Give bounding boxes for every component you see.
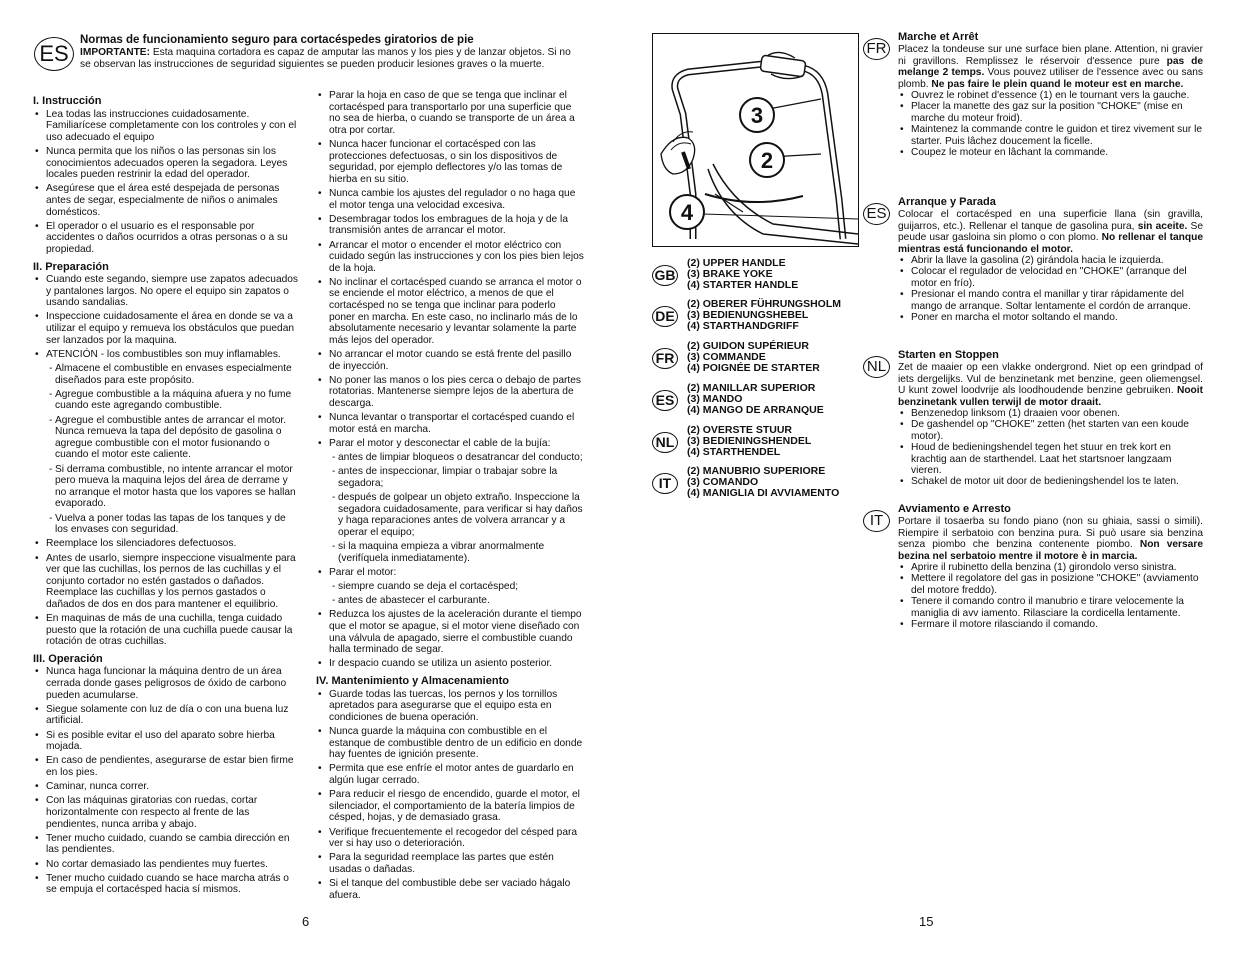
section-body — [898, 197, 1203, 323]
sub-item: - si la maquina empieza a vibrar anormalmente (verifíquela inmediatamente). — [316, 541, 584, 564]
list-item: • Cuando este segando, siempre use zapatos adecuados y pantalones largos. No opere el equipo sin zapatos o usando sandalias. — [33, 274, 301, 309]
intro-text: Zet de maaier op een vlakke ondergrond. Niet op een grindpad of iets dergelijks. Vul de benzinetank met benzine, geen oliemengsel. U kunt zowel loodvrije als loodhoudende benzine gebruiken. — [898, 362, 1203, 397]
legend-line: (3) MANDO — [687, 393, 743, 406]
language-badge-fr: FR — [652, 348, 678, 369]
intro-bold: sin aceite. — [1137, 220, 1188, 232]
step-item: • Poner en marcha el motor soltando el mando. — [898, 312, 1203, 323]
step-item: • Coupez le moteur en lâchant la commande. — [898, 147, 1203, 158]
sub-item: - Agregue combustible a la máquina afuera y no fume cuando este agregando combustible. — [33, 389, 301, 412]
legend-line: (4) STARTER HANDLE — [687, 279, 799, 292]
list-item: • Nunca guarde la máquina con combustible en el estanque de combustible dentro de un edificio en donde hay fuentes de ignición presente. — [316, 726, 584, 761]
list-item: • El operador o el usuario es el responsable por accidentes o daños ocurridos a otras personas o a su propiedad. — [33, 221, 301, 256]
intro-text: Esta maquina cortadora es capaz de amputar las manos y los pies y de lanzar objetos. Si no se observan las instrucciones de seguridad siguientes se pueden producir lesiones graves o la muerte. — [80, 47, 571, 70]
sub-item: - Vuelva a poner todas las tapas de los tanques y de los envases con seguridad. — [33, 513, 301, 536]
step-item: • Presionar el mando contra el manillar y tirar rápidamente del mango de arranque. Soltar lentamente el cordón de arranque. — [898, 289, 1203, 312]
step-list — [898, 408, 1203, 488]
intro-bold: IMPORTANTE: — [80, 47, 150, 58]
left-column-1 — [33, 90, 301, 898]
section-it — [863, 504, 1203, 630]
legend-line: (3) COMANDO — [687, 476, 759, 489]
bullet-list — [33, 109, 301, 256]
list-item: • Caminar, nunca correr. — [33, 781, 301, 793]
list-item: • No cortar demasiado las pendientes muy fuertes. — [33, 859, 301, 871]
legend-line: (4) STARTHENDEL — [687, 446, 781, 459]
list-item: • Con las máquinas giratorias con ruedas, cortar horizontalmente con respecto al frente de las pendientes, nunca arriba y abajo. — [33, 795, 301, 830]
list-item: • Si es posible evitar el uso del aparato sobre hierba mojada. — [33, 730, 301, 753]
list-item: • Tener mucho cuidado, cuando se cambia dirección en las pendientes. — [33, 833, 301, 856]
list-item: • Verifique frecuentemente el recogedor del césped para ver si hay uso o deterioración. — [316, 827, 584, 850]
callout-2: 2 — [749, 142, 785, 178]
section-fr — [863, 32, 1203, 158]
legend-line: (3) BEDIENUNGSHEBEL — [687, 309, 809, 322]
intro-text: Placez la tondeuse sur une surface bien plane. Attention, ni gravier ni gravillons. Remplissez le réservoir d'essence pure — [898, 44, 1203, 67]
legend-line: (2) OVERSTE STUUR — [687, 424, 793, 436]
list-item: • Si el tanque del combustible debe ser vaciado hágalo afuera. — [316, 878, 584, 901]
list-item: • Nunca cambie los ajustes del regulador o no haga que el motor tenga una velocidad excesiva. — [316, 188, 584, 211]
sub-item: - siempre cuando se deja el cortacésped; — [316, 581, 584, 593]
step-item: • Placer la manette des gaz sur la position "CHOKE" (mise en marche du moteur froid). — [898, 101, 1203, 124]
list-item: • Parar la hoja en caso de que se tenga que inclinar el cortacésped para transportarlo por una superficie que no sea de hierba, o cuando se transporte de un área a otra por cortar. — [316, 90, 584, 136]
section-es — [863, 197, 1203, 323]
intro-bold-2: No rellenar el tanque mientras está funcionando el motor. — [898, 232, 1203, 255]
legend-lines — [687, 383, 824, 417]
list-item: • Tener mucho cuidado cuando se hace marcha atrás o se empuja el cortacésped hacia sí mismos. — [33, 873, 301, 896]
list-item: • Parar el motor: — [316, 567, 584, 579]
legend-line: (2) UPPER HANDLE — [687, 257, 786, 269]
legend-line: (4) MANIGLIA DI AVVIAMENTO — [687, 487, 840, 500]
language-badge-es: ES — [863, 203, 890, 225]
list-item: • Permita que ese enfríe el motor antes de guardarlo en algún lugar cerrado. — [316, 763, 584, 786]
list-item: • Para reducir el riesgo de encendido, guarde el motor, el silenciador, el comportamiento de la batería limpios de césped, hojas, y de demasiado grasa. — [316, 789, 584, 824]
intro-bold-2: Ne pas faire le plein quand le moteur est en marche. — [931, 78, 1184, 90]
list-item: • Nunca permita que los niños o las personas sin los conocimientos adecuados operen la segadora. Leyes locales pueden restrinir la edad del operador. — [33, 146, 301, 181]
language-badge-nl: NL — [652, 432, 678, 453]
section-title: Arranque y Parada — [898, 196, 996, 208]
sub-item: - antes de limpiar bloqueos o desatrancar del conducto; — [316, 452, 584, 464]
intro-bold: pas de melange 2 temps. — [898, 55, 1203, 79]
list-item: • No arrancar el motor cuando se está frente del pasillo de inyección. — [316, 349, 584, 372]
list-item: • Reemplace los silenciadores defectuosos. — [33, 538, 301, 550]
list-item: • En caso de pendientes, asegurarse de estar bien firme en los pies. — [33, 755, 301, 778]
step-item: • Houd de bedieningshendel tegen het stuur en trek kort en krachtig aan de starthendel. Laat het startsnoer langzaam vieren. — [898, 442, 1203, 476]
section-intro — [898, 44, 1203, 90]
left-column-2 — [316, 90, 584, 904]
sub-item: - antes de abastecer el carburante. — [316, 595, 584, 607]
legend-line: (3) BEDIENINGSHENDEL — [687, 435, 812, 448]
section-title: Starten en Stoppen — [898, 349, 999, 361]
legend-lines — [687, 466, 839, 500]
language-badge-it: IT — [863, 510, 890, 532]
language-badge-it: IT — [652, 473, 678, 494]
section-heading: II. Preparación — [33, 260, 109, 273]
intro-text: Colocar el cortacésped en una superficie llana (sin gravilla, guijarros, etc.). Rellenar el tanque de gasolina pura, — [898, 209, 1203, 232]
section-intro — [898, 516, 1203, 562]
language-badge-es: ES — [652, 390, 678, 411]
step-item: • De gashendel op "CHOKE" zetten (het starten van een koude motor). — [898, 419, 1203, 442]
handle-figure — [652, 33, 859, 247]
list-item: • No poner las manos o los pies cerca o debajo de partes rotatorias. Mantenerse siempre lejos de la abertura de descarga. — [316, 375, 584, 410]
bullet-list — [316, 689, 584, 902]
language-badge-de: DE — [652, 306, 678, 327]
intro-text-2: Se peude usar gasloina sin plomo o con plomo. — [898, 220, 1203, 244]
intro-bold: Non versare bezina nel serbatoio mentre il motore è in marcia. — [898, 539, 1203, 562]
list-item: • ATENCIÓN - los combustibles son muy inflamables. — [33, 349, 301, 361]
section-intro — [898, 362, 1203, 408]
list-item: • Antes de usarlo, siempre inspeccione visualmente para ver que las cuchillas, los pernos de las cuchillas y el conjunto cortador no estén gastados o dañados. Reemplace las cuchillas y los pernos gastados o dañados de dos en dos para mantener el equilibrio. — [33, 553, 301, 611]
section-nl — [863, 350, 1203, 488]
language-badge-gb: GB — [652, 265, 678, 286]
sub-item: - Si derrama combustible, no intente arrancar el motor pero mueva la maquina lejos del área de derrame y no arranque el motor hasta que los vapores se hallan evaporado. — [33, 464, 301, 510]
list-item: • Nunca haga funcionar la máquina dentro de un área cerrada donde gases peligrosos de óxido de carbono pueden acumularse. — [33, 666, 301, 701]
list-item: • Desembragar todos los embragues de la hoja y de la transmisión antes de arrancar el motor. — [316, 214, 584, 237]
legend-lines — [687, 258, 798, 292]
list-item: • Nunca hacer funcionar el cortacésped con las protecciones defectuosas, o sin los dispositivos de seguridad, por ejemplo deflectores y/o las tomas de hierba en su sitio. — [316, 139, 584, 185]
list-item: • Siegue solamente con luz de día o con una buena luz artificial. — [33, 704, 301, 727]
section-title: Avviamento e Arresto — [898, 503, 1011, 515]
step-item: • Abrir la llave la gasolina (2) girándola hacia le izquierda. — [898, 255, 1203, 266]
page-number-left: 6 — [302, 914, 310, 929]
intro-paragraph — [80, 47, 584, 71]
page-number-right: 15 — [919, 914, 934, 929]
legend-line: (2) OBERER FÜHRUNGSHOLM — [687, 298, 841, 310]
step-list — [898, 255, 1203, 323]
legend-lines — [687, 299, 841, 333]
intro-text: Portare il tosaerba su fondo piano (non su ghiaia, sassi o simili). Riempire il serbatoio con benzina pura. Si può usare sia benzina senza piombo che benzina contenente piombo. — [898, 516, 1203, 551]
language-badge-fr: FR — [863, 38, 890, 60]
list-item: • Guarde todas las tuercas, los pernos y los tornillos apretados para asegurarse que el equipo esta en condiciones de buena operación. — [316, 689, 584, 724]
intro-bold: Nooit benzinetank vullen terwijl de motor draait. — [898, 385, 1203, 408]
section-intro — [898, 209, 1203, 255]
legend-line: (2) MANUBRIO SUPERIORE — [687, 465, 826, 477]
list-item: • Ir despacio cuando se utiliza un asiento posterior. — [316, 658, 584, 670]
list-item: • Inspeccione cuidadosamente el área en donde se va a utilizar el equipo y remueva los obstáculos que puedan ser lanzados por la maquina. — [33, 311, 301, 346]
left-header — [80, 33, 584, 71]
step-item: • Maintenez la commande contre le guidon et tirez vivement sur le starter. Puis lâchez doucement la ficelle. — [898, 124, 1203, 147]
step-item: • Aprire il rubinetto della benzina (1) girondolo verso sinistra. — [898, 562, 1203, 573]
list-item: • Lea todas las instrucciones cuidadosamente. Familiarícese completamente con los controles y con el uso adecuado el equipo — [33, 109, 301, 144]
list-item: • Nunca levantar o transportar el cortacésped cuando el motor está en marcha. — [316, 412, 584, 435]
step-item: • Schakel de motor uit door de bedieningshendel los te laten. — [898, 476, 1203, 487]
legend-line: (4) POIGNÉE DE STARTER — [687, 362, 820, 375]
list-item: • Asegúrese que el área esté despejada de personas antes de segar, especialmente de niños o animales domésticos. — [33, 183, 301, 218]
step-item: • Colocar el regulador de velocidad en "CHOKE" (arranque del motor en frío). — [898, 266, 1203, 289]
step-list — [898, 562, 1203, 630]
legend-line: (4) STARTHANDGRIFF — [687, 320, 799, 333]
legend-line: (3) BRAKE YOKE — [687, 268, 773, 281]
section-heading: III. Operación — [33, 652, 103, 665]
list-item: • En maquinas de más de una cuchilla, tenga cuidado puesto que la rotación de una cuchilla puede causar la rotación de otras cuchillas. — [33, 613, 301, 648]
step-item: • Tenere il comando contro il manubrio e tirare velocemente la maniglia di avv iamento. Rilasciare la cordicella lentamente. — [898, 596, 1203, 619]
step-item: • Mettere il regolatore del gas in posizione "CHOKE" (avviamento del motore freddo). — [898, 573, 1203, 596]
legend-line: (2) GUIDON SUPÉRIEUR — [687, 340, 809, 352]
intro-text-2: Vous pouvez utiliser de l'essence avec ou sans plomb. — [898, 67, 1203, 90]
section-heading: IV. Mantenimiento y Almacenamiento — [316, 675, 509, 687]
step-list — [898, 90, 1203, 158]
bullet-list — [316, 90, 584, 670]
legend-lines — [687, 341, 820, 375]
section-heading: I. Instrucción — [33, 95, 102, 107]
legend-line: (3) COMMANDE — [687, 351, 766, 364]
list-item: • No inclinar el cortacésped cuando se arranca el motor o se enciende el motor eléctrico, a menos de que el cortacésped no se tenga que inclinar para poderlo poner en marcha. En este caso, no inclinarlo más de lo absolutamente necesario y levantar solamente la parte más lejos del operador. — [316, 277, 584, 347]
language-badge-nl: NL — [863, 356, 890, 378]
language-badge-es: ES — [34, 37, 74, 71]
list-item: • Reduzca los ajustes de la aceleración durante el tiempo que el motor se apague, si el motor viene diseñado con una válvula de apagado, sierre el combustible cuando halla terminado de segar. — [316, 609, 584, 655]
section-body — [898, 504, 1203, 630]
step-item: • Benzenedop linksom (1) draaien voor obenen. — [898, 408, 1203, 419]
sub-item: - Almacene el combustible en envases especialmente diseñados para este propósito. — [33, 363, 301, 386]
sub-item: - Agregue el combustible antes de arrancar el motor. Nunca remueva la tapa del depósito de gasolina o agregue combustible con el motor fusionando o cuando el motor este caliente. — [33, 415, 301, 461]
step-item: • Fermare il motore rilasciando il comando. — [898, 619, 1203, 630]
legend-lines — [687, 425, 811, 459]
section-title: Marche et Arrêt — [898, 31, 979, 43]
bullet-list — [33, 274, 301, 648]
page-title: Normas de funcionamiento seguro para cortacéspedes giratorios de pie — [80, 34, 474, 46]
legend-line: (2) MANILLAR SUPERIOR — [687, 382, 816, 394]
callout-3: 3 — [739, 97, 775, 133]
section-body — [898, 32, 1203, 158]
step-item: • Ouvrez le robinet d'essence (1) en le tournant vers la gauche. — [898, 90, 1203, 101]
list-item: • Parar el motor y desconectar el cable de la bujía: — [316, 438, 584, 450]
list-item: • Para la seguridad reemplace las partes que estén usadas o dañadas. — [316, 852, 584, 875]
list-item: • Arrancar el motor o encender el motor eléctrico con cuidado según las instrucciones y con los pies bien lejos de la hoja. — [316, 240, 584, 275]
bullet-list — [33, 666, 301, 895]
sub-item: - antes de inspeccionar, limpiar o trabajar sobre la segadora; — [316, 466, 584, 489]
legend-line: (4) MANGO DE ARRANQUE — [687, 404, 824, 417]
callout-4: 4 — [669, 194, 705, 230]
section-body — [898, 350, 1203, 488]
sub-item: - después de golpear un objeto extraño. Inspeccione la segadora cuidadosamente, para verificar si hay daños y haga reparaciones antes de volvera arrancar y a operar el equipo; — [316, 492, 584, 538]
